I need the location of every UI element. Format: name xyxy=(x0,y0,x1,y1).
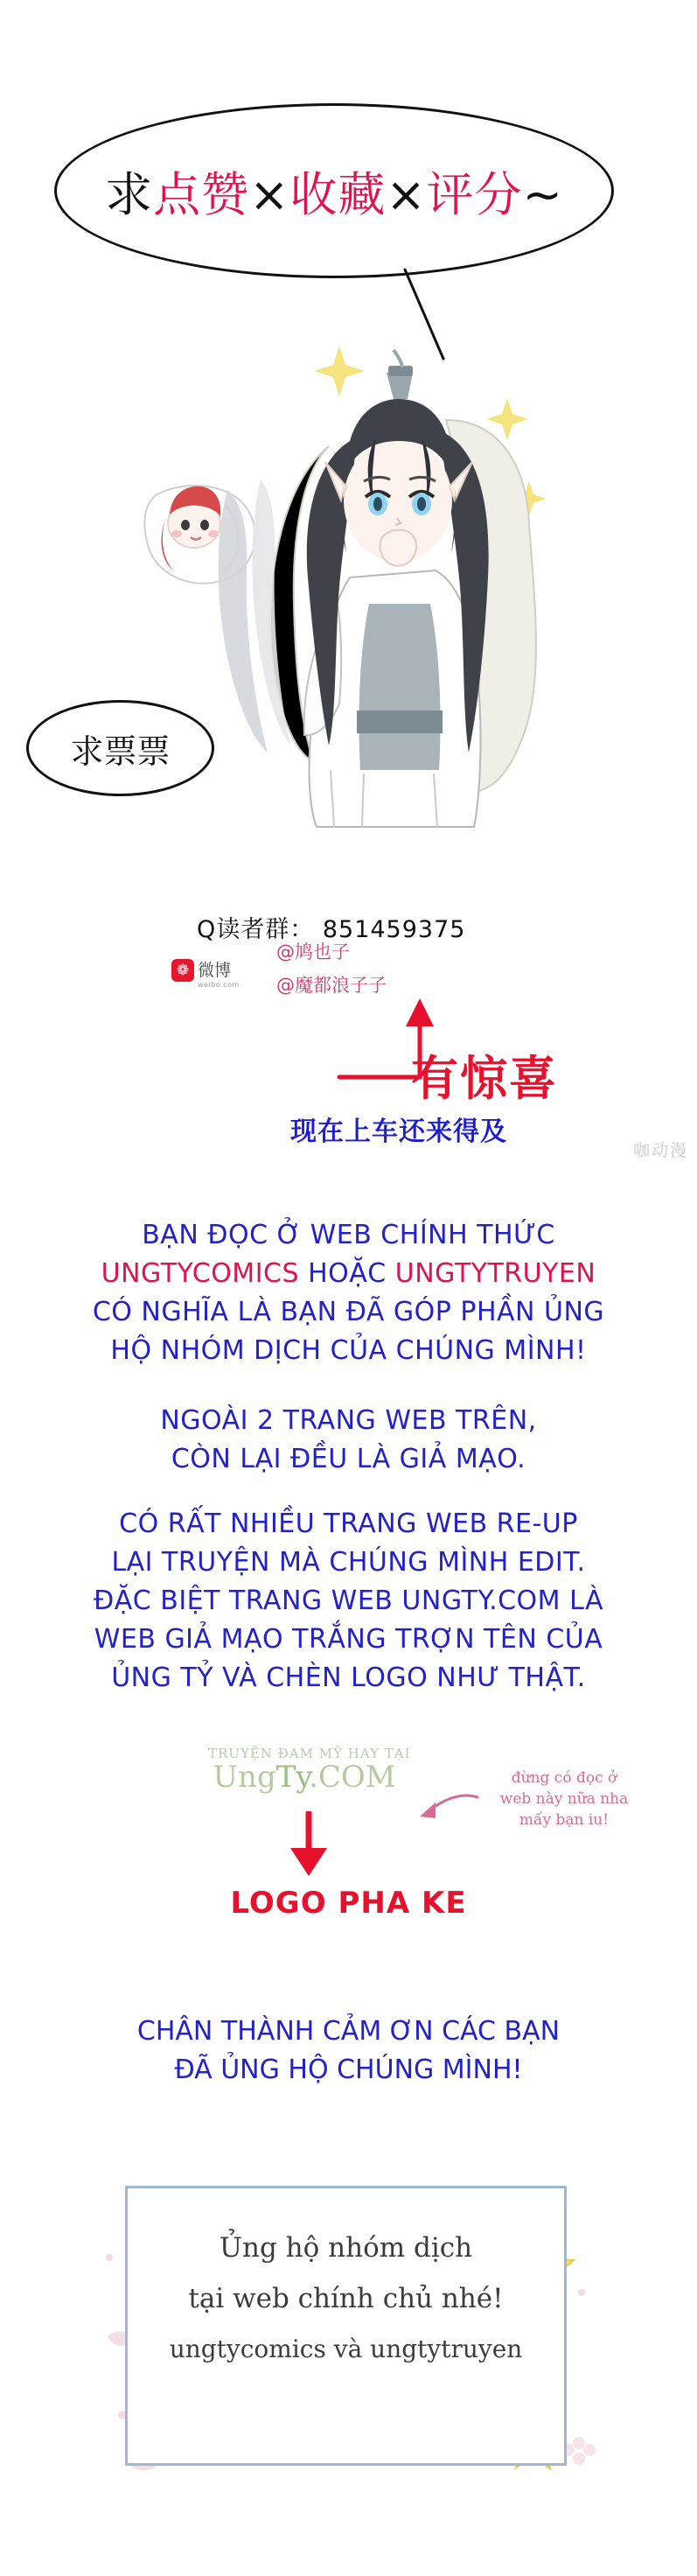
bubble-text-seg-1: 求 xyxy=(105,166,154,222)
bubble-text-seg-3: × xyxy=(249,166,290,222)
notice-p3-line5: ỦNG TỶ VÀ CHÈN LOGO NHƯ THẬT. xyxy=(111,1662,586,1693)
fake-logo-name-part1: Ung xyxy=(213,1760,276,1795)
weibo-label-sub: weibo.com xyxy=(198,981,240,989)
warning-note-line1: đừng có đọc ở xyxy=(511,1769,617,1787)
notice-paragraph-2 xyxy=(0,1402,697,1479)
bubble-text-seg-5: × xyxy=(386,166,427,222)
support-card-line2: tại web chính chủ nhé! xyxy=(188,2283,504,2314)
weibo-handle-secondary: @魔都浪子子 xyxy=(276,975,387,996)
notice-paragraph-3 xyxy=(0,1505,697,1698)
official-site-2: UNGTYTRUYEN xyxy=(394,1258,596,1289)
bubble-text-seg-4: 收藏 xyxy=(289,166,387,222)
support-card-line3: ungtycomics và ungtytruyen xyxy=(169,2334,523,2363)
official-site-1: UNGTYCOMICS xyxy=(101,1258,300,1289)
thanks-line1: CHÂN THÀNH CẢM ƠN CÁC BẠN xyxy=(136,2016,561,2047)
notice-p2-line2: CÒN LẠI ĐỀU LÀ GIẢ MẠO. xyxy=(171,1444,526,1474)
weibo-label-text: 微博 xyxy=(198,961,232,980)
notice-p1-line1: BẠN ĐỌC Ở WEB CHÍNH THỨC xyxy=(142,1220,555,1250)
warning-note-line3: mấy bạn iu! xyxy=(519,1811,610,1829)
fake-site-warning-note xyxy=(477,1768,652,1830)
warning-note-line2: web này nữa nha xyxy=(499,1790,629,1808)
surprise-subtext: 现在上车还来得及 xyxy=(290,1116,507,1147)
notice-p3-line1: CÓ RẤT NHIỀU TRANG WEB RE-UP xyxy=(119,1508,578,1539)
fake-logo-name xyxy=(208,1760,401,1795)
speech-bubble-top-text xyxy=(105,158,563,225)
support-card-line1: Ủng hộ nhóm dịch xyxy=(219,2232,473,2264)
weibo-handle-primary: @鸠也子 xyxy=(276,942,350,962)
bubble-text-seg-7: ~ xyxy=(522,166,563,222)
notice-p1-or: HOẶC xyxy=(299,1258,395,1289)
fake-logo-name-part2: Ty xyxy=(275,1760,310,1795)
weibo-label xyxy=(198,957,240,989)
notice-p1-line2 xyxy=(0,1255,697,1293)
speech-bubble-top xyxy=(54,103,614,278)
notice-p2-line1: NGOÀI 2 TRANG WEB TRÊN, xyxy=(160,1405,537,1436)
notice-p3-line2: LẠI TRUYỆN MÀ CHÚNG MÌNH EDIT. xyxy=(111,1547,586,1578)
fake-logo-name-part3: .COM xyxy=(309,1760,396,1795)
bubble-text-seg-6: 评分 xyxy=(426,166,523,222)
notice-p3-line3: ĐẶC BIỆT TRANG WEB UNGTY.COM LÀ xyxy=(93,1586,604,1616)
thanks-line2: ĐÃ ỦNG HỘ CHÚNG MÌNH! xyxy=(174,2054,523,2085)
surprise-text: 有惊喜 xyxy=(411,1051,558,1106)
red-arrow-down-icon xyxy=(289,1811,329,1880)
qq-group-line: Q读者群： 851459375 xyxy=(197,916,466,943)
speech-bubble-small-text: 求票票 xyxy=(70,732,171,771)
character-illustration xyxy=(131,315,691,866)
fake-logo-caption: LOGO PHA KE xyxy=(230,1886,467,1921)
notice-p1-line3: CÓ NGHĨA LÀ BẠN ĐÃ GÓP PHẦN ỦNG xyxy=(92,1297,605,1327)
fake-logo xyxy=(208,1746,411,1795)
watermark: 咖动漫 xyxy=(632,1141,688,1160)
pink-arrow-left-icon xyxy=(411,1785,481,1829)
notice-p1-line4: HỘ NHÓM DỊCH CỦA CHÚNG MÌNH! xyxy=(110,1335,587,1366)
support-card-text xyxy=(125,2222,567,2375)
speech-bubble-small xyxy=(26,700,214,796)
weibo-icon: ❁ xyxy=(171,959,194,982)
bubble-text-seg-2: 点赞 xyxy=(153,166,250,222)
thanks-block xyxy=(0,2012,697,2090)
notice-p3-line4: WEB GIẢ MẠO TRẮNG TRỢN TÊN CỦA xyxy=(94,1624,603,1655)
fake-logo-tagline: TRUYỆN ĐAM MỸ HAY TẠI xyxy=(208,1746,411,1761)
notice-paragraph-1 xyxy=(0,1216,697,1370)
